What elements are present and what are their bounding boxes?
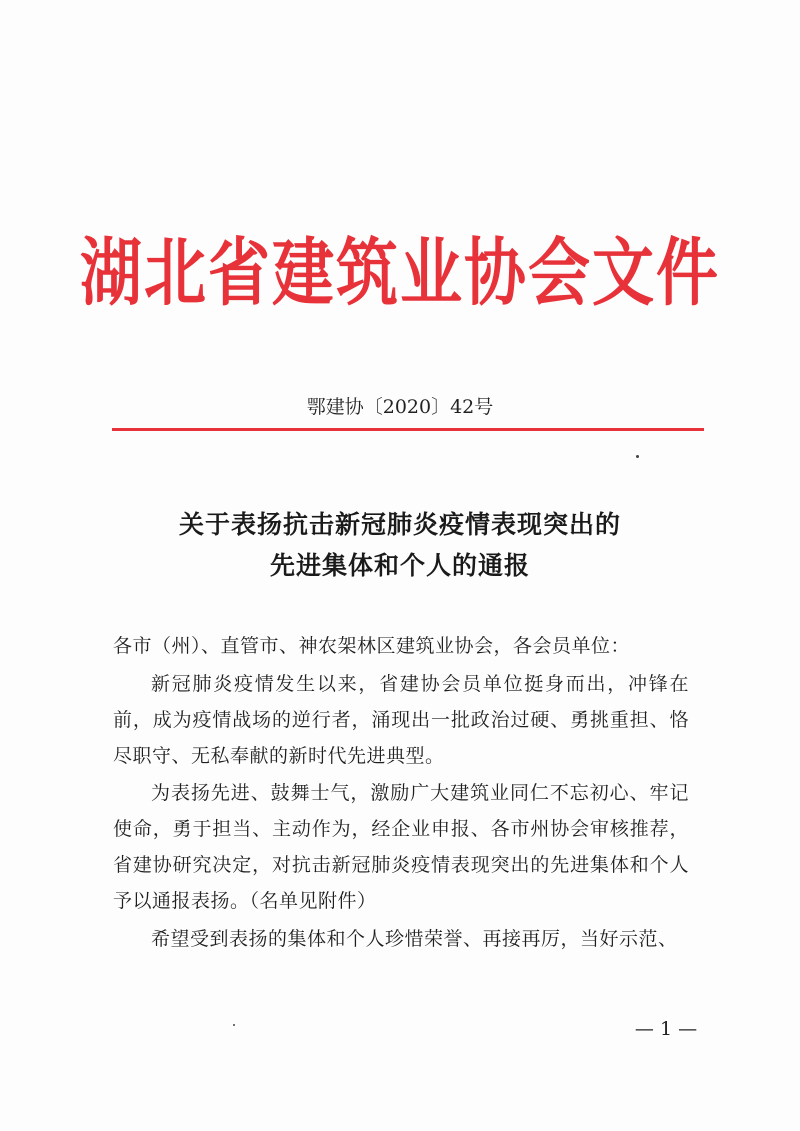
notice-title-line-1: 关于表扬抗击新冠肺炎疫情表现突出的 [178,510,621,539]
document-header-title: 湖北省建筑业协会文件 [79,229,720,316]
notice-title-line-2: 先进集体和个人的通报 [269,551,530,580]
scan-speck [233,1024,235,1026]
body-paragraph-3: 希望受到表扬的集体和个人珍惜荣誉、再接再厉，当好示范、 [151,928,678,950]
salutation: 各市（州）、直管市、神农架林区建筑业协会，各会员单位： [113,635,631,657]
red-divider-line [112,428,704,431]
scan-speck [636,455,639,458]
page-number: — 1 — [634,1018,698,1040]
document-number: 鄂建协〔2020〕42号 [306,396,494,418]
body-paragraph-2: 为表扬先进、鼓舞士气，激励广大建筑业同仁不忘初心、牢记使命，勇于担当、主动作为，经企业申报、各市州协会审核推荐，省建协研究决定，对抗击新冠肺炎疫情表现突出的先进集体和个人予以通报表扬。（名单见附件） [113,782,689,912]
body-paragraph-1: 新冠肺炎疫情发生以来，省建协会员单位挺身而出，冲锋在前，成为疫情战场的逆行者，涌现出一批政治过硬、勇挑重担、恪尽职守、无私奉献的新时代先进典型。 [113,673,689,767]
